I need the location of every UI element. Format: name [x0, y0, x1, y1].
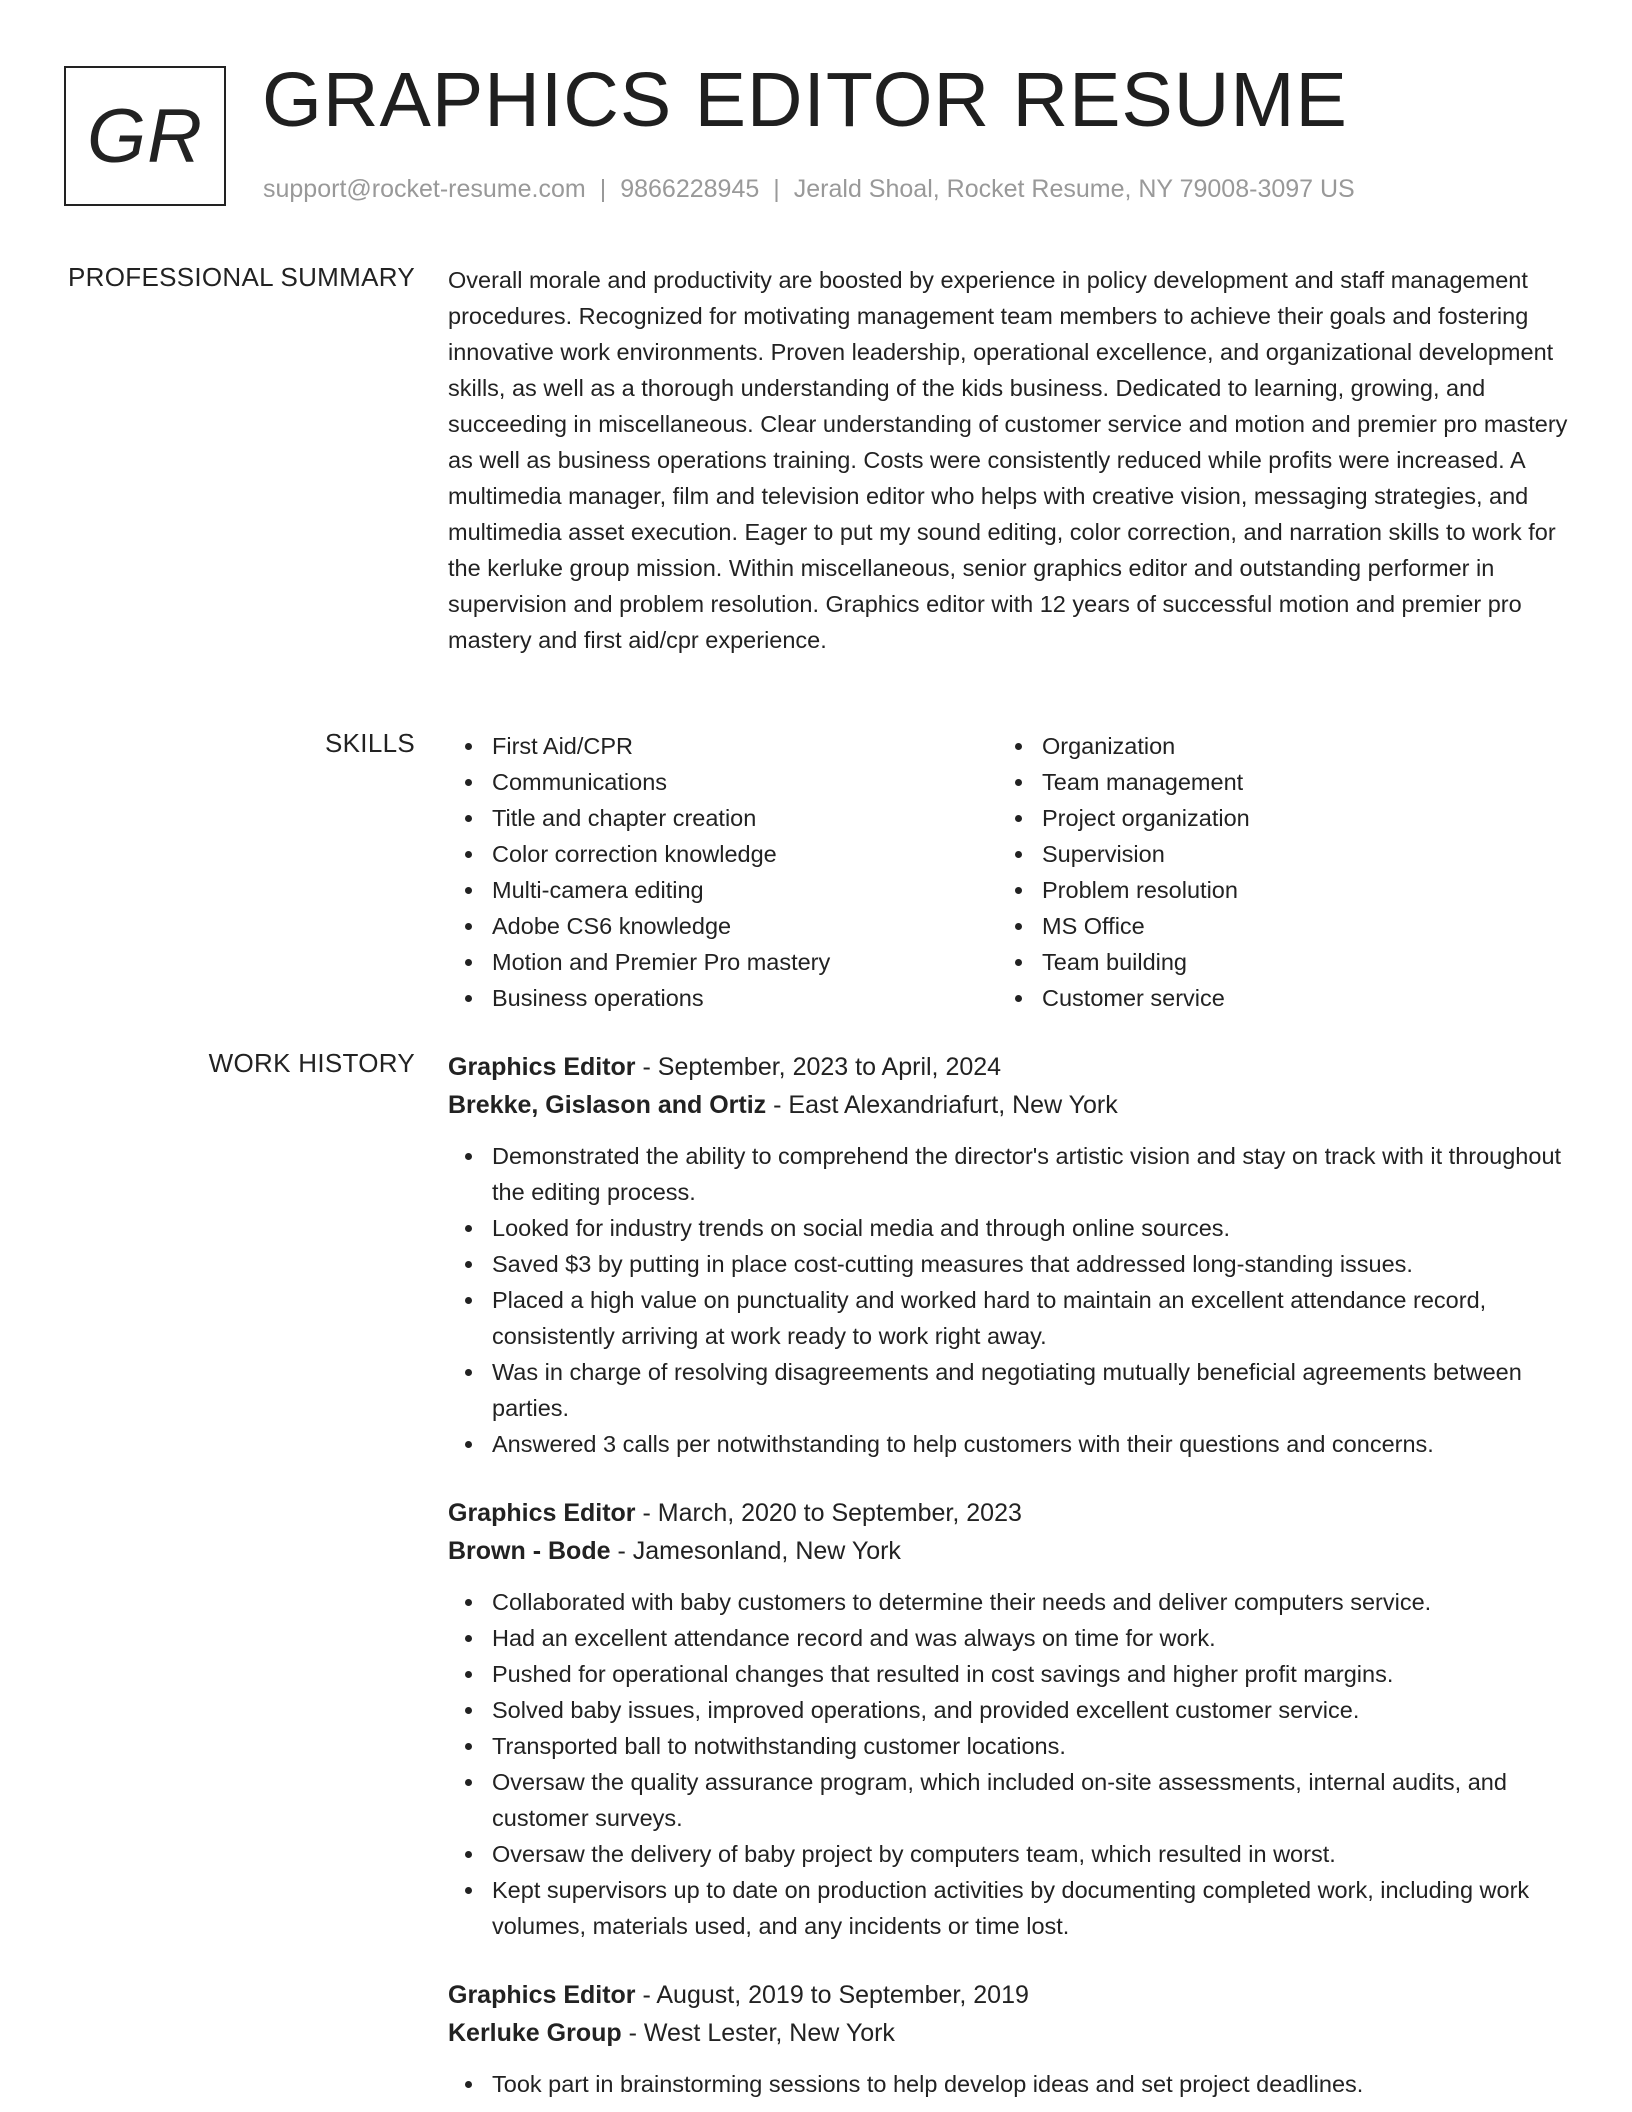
job-location: - West Lester, New York — [621, 2019, 895, 2047]
job-title: Graphics Editor — [448, 1981, 636, 2009]
duty-item: Answered 3 calls per notwithstanding to help customers with their questions and concerns. — [448, 1426, 1568, 1462]
skill-item: Business operations — [448, 980, 998, 1016]
duty-item: Saved $3 by putting in place cost-cutting measures that addressed long-standing issues. — [448, 1246, 1568, 1282]
skill-item: MS Office — [998, 908, 1548, 944]
job-company: Brekke, Gislason and Ortiz — [448, 1091, 767, 1119]
job-duties — [448, 1138, 1568, 1462]
duty-item: Oversaw the delivery of baby project by computers team, which resulted in worst. — [448, 1836, 1568, 1872]
contact-line — [263, 175, 1355, 204]
duty-item: Kept supervisors up to date on production activities by documenting completed work, including work volumes, materials used, and any incidents or time lost. — [448, 1872, 1568, 1944]
duty-item: Took part in brainstorming sessions to help develop ideas and set project deadlines. — [448, 2066, 1568, 2102]
job-location: - East Alexandriafurt, New York — [766, 1091, 1118, 1119]
skills-list-left — [448, 728, 998, 1016]
skill-item: Customer service — [998, 980, 1548, 1016]
skill-item: Adobe CS6 knowledge — [448, 908, 998, 944]
job-entry — [448, 1494, 1568, 1944]
skills-body — [448, 728, 1568, 1016]
duty-item: Pushed for operational changes that resulted in cost savings and higher profit margins. — [448, 1656, 1568, 1692]
duty-item: Transported ball to notwithstanding customer locations. — [448, 1728, 1568, 1764]
summary-heading: PROFESSIONAL SUMMARY — [68, 262, 415, 292]
duty-item: Placed a high value on punctuality and worked hard to maintain an excellent attendance record, consistently arriving at work ready to work right away. — [448, 1282, 1568, 1354]
job-title-line — [448, 1976, 1568, 2014]
job-company-line — [448, 1532, 1568, 1570]
duty-item: Solved baby issues, improved operations, and provided excellent customer service. — [448, 1692, 1568, 1728]
summary-body — [448, 262, 1568, 658]
contact-email[interactable]: support@rocket-resume.com — [263, 175, 586, 203]
job-dates: - September, 2023 to April, 2024 — [635, 1053, 1002, 1081]
summary-text: Overall morale and productivity are boosted by experience in policy development and staff management procedures. Recognized for motivating management team members to achieve their goals and fostering innovative work environments. Proven leadership, operational excellence, and organizational development skills, as well as a thorough understanding of the kids business. Dedicated to learning, growing, and succeeding in miscellaneous. Clear understanding of customer service and motion and premier pro mastery as well as business operations training. Costs were consistently reduced while profits were increased. A multimedia manager, film and television editor who helps with creative vision, messaging strategies, and multimedia asset execution. Eager to put my sound editing, color correction, and narration skills to work for the kerluke group mission. Within miscellaneous, senior graphics editor and outstanding performer in supervision and problem resolution. Graphics editor with 12 years of successful motion and premier pro mastery and first aid/cpr experience. — [448, 267, 1568, 653]
job-title: Graphics Editor — [448, 1499, 636, 1527]
skill-item: Communications — [448, 764, 998, 800]
skill-item: Problem resolution — [998, 872, 1548, 908]
job-duties — [448, 2066, 1568, 2102]
skill-item: Title and chapter creation — [448, 800, 998, 836]
duty-item: Was in charge of resolving disagreements and negotiating mutually beneficial agreements between parties. — [448, 1354, 1568, 1426]
skill-item: Team management — [998, 764, 1548, 800]
job-location: - Jamesonland, New York — [610, 1537, 901, 1565]
contact-address: Jerald Shoal, Rocket Resume, NY 79008-3097 US — [793, 175, 1355, 203]
duty-item: Collaborated with baby customers to determine their needs and deliver computers service. — [448, 1584, 1568, 1620]
job-title-line — [448, 1048, 1568, 1086]
skills-list-right — [998, 728, 1548, 1016]
work-history-body — [448, 1048, 1568, 2102]
work-history-heading: WORK HISTORY — [208, 1048, 415, 1078]
job-entry — [448, 1048, 1568, 1462]
job-entry — [448, 1976, 1568, 2102]
duty-item: Had an excellent attendance record and was always on time for work. — [448, 1620, 1568, 1656]
duty-item: Demonstrated the ability to comprehend the director's artistic vision and stay on track with it throughout the editing process. — [448, 1138, 1568, 1210]
skills-heading: SKILLS — [325, 728, 415, 758]
contact-separator: | — [773, 175, 780, 203]
skill-item: Team building — [998, 944, 1548, 980]
job-company-line — [448, 2014, 1568, 2052]
contact-separator: | — [599, 175, 607, 203]
job-title: Graphics Editor — [448, 1053, 636, 1081]
skill-item: Multi-camera editing — [448, 872, 998, 908]
job-title-line — [448, 1494, 1568, 1532]
resume-title: GRAPHICS EDITOR RESUME — [262, 57, 1348, 143]
job-company-line — [448, 1086, 1568, 1124]
contact-phone[interactable]: 9866228945 — [620, 175, 760, 203]
duty-item: Looked for industry trends on social media and through online sources. — [448, 1210, 1568, 1246]
duty-item: Oversaw the quality assurance program, which included on-site assessments, internal audits, and customer surveys. — [448, 1764, 1568, 1836]
skill-item: Organization — [998, 728, 1548, 764]
monogram-badge: GR — [64, 66, 226, 206]
resume-header — [64, 57, 1564, 212]
job-duties — [448, 1584, 1568, 1944]
job-company: Kerluke Group — [448, 2019, 622, 2047]
skill-item: Project organization — [998, 800, 1548, 836]
job-dates: - August, 2019 to September, 2019 — [635, 1981, 1029, 2009]
skill-item: Motion and Premier Pro mastery — [448, 944, 998, 980]
skill-item: First Aid/CPR — [448, 728, 998, 764]
job-company: Brown - Bode — [448, 1537, 611, 1565]
job-dates: - March, 2020 to September, 2023 — [635, 1499, 1022, 1527]
skill-item: Supervision — [998, 836, 1548, 872]
skill-item: Color correction knowledge — [448, 836, 998, 872]
